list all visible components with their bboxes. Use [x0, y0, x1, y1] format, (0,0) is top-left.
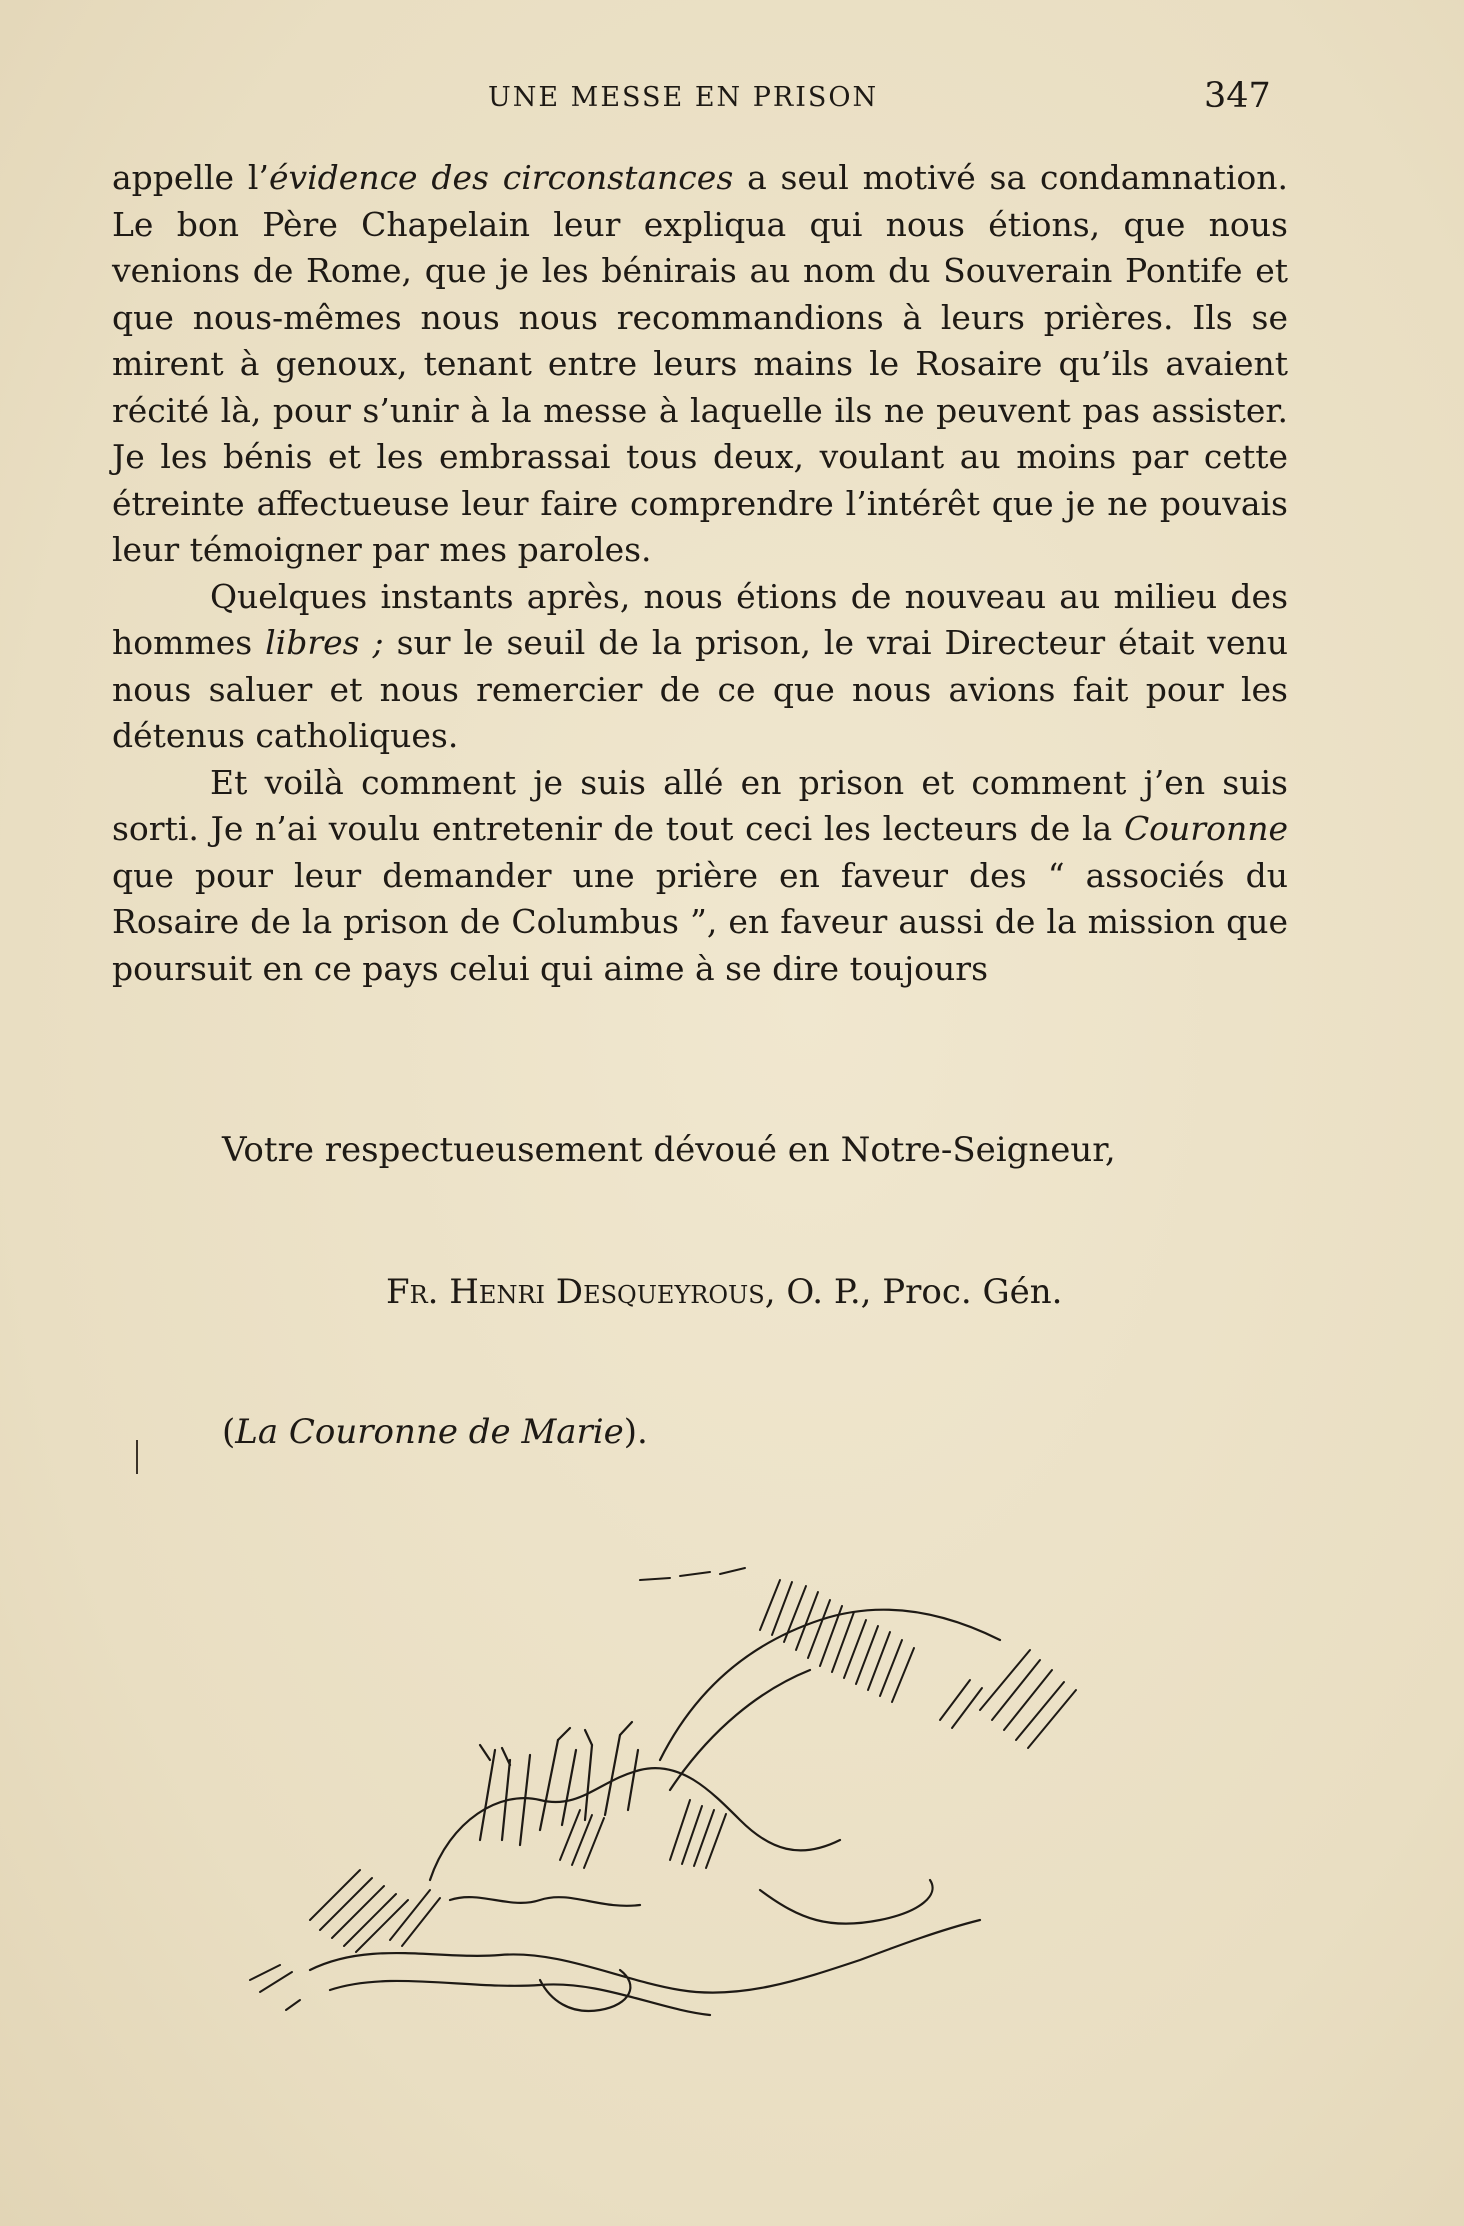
- text-run: que pour leur demander une prière en faveur des “ associés du Rosaire de la prison de Columbus ”, en faveur aussi de la mission que poursuit en ce pays celui qui aime à se dire toujours: [112, 855, 1288, 988]
- paragraph: [112, 760, 1288, 993]
- running-head: [0, 76, 1464, 122]
- italic-text: évidence des circonstances: [268, 158, 734, 197]
- closing-line: Votre respectueusement dévoué en Notre-Seigneur,: [222, 1130, 1116, 1170]
- source-title: La Couronne de Marie: [235, 1412, 624, 1452]
- text-run: appelle l’: [112, 158, 269, 197]
- running-title: UNE MESSE EN PRISON: [488, 82, 879, 113]
- source-open: (: [222, 1412, 236, 1452]
- paragraph: [112, 155, 1288, 574]
- landscape-vignette-icon: [240, 1560, 1220, 2050]
- text-run: Quelques instants après, nous étions de nouveau au milieu des hommes: [112, 576, 1288, 662]
- signature: [386, 1272, 1062, 1312]
- italic-text: libres ;: [265, 623, 384, 662]
- body-text: [112, 155, 1288, 992]
- italic-text: Couronne: [1123, 809, 1288, 848]
- page-number: 347: [1204, 76, 1271, 116]
- margin-mark: [136, 1440, 144, 1474]
- text-run: a seul motivé sa condamnation. Le bon Père Chapelain leur expliqua qui nous étions, que nous venions de Rome, que je les bénirais au nom du Souverain Pontife et que nous-mêmes nous nous recommandions à leurs prières. Ils se mirent à genoux, tenant entre leurs mains le Rosaire qu’ils avaient récité là, pour s’unir à la messe à laquelle ils ne peuvent pas assister. Je les bénis et les embrassai tous deux, voulant au moins par cette étreinte affectueuse leur faire comprendre l’intérêt que je ne pouvais leur témoigner par mes paroles.: [112, 158, 1289, 569]
- source-close: ).: [623, 1412, 648, 1452]
- source-citation: [222, 1412, 648, 1452]
- text-run: sur le seuil de la prison, le vrai Directeur était venu nous saluer et nous remercier de ce que nous avions fait pour les détenus catholiques.: [112, 623, 1288, 755]
- text-run: Et voilà comment je suis allé en prison et comment j’en suis sorti. Je n’ai voulu entretenir de tout ceci les lecteurs de la: [112, 762, 1288, 848]
- signature-title: , O. P., Proc. Gén.: [764, 1272, 1063, 1312]
- paragraph: [112, 574, 1288, 760]
- signature-name: Fr. Henri Desqueyrous: [386, 1272, 765, 1312]
